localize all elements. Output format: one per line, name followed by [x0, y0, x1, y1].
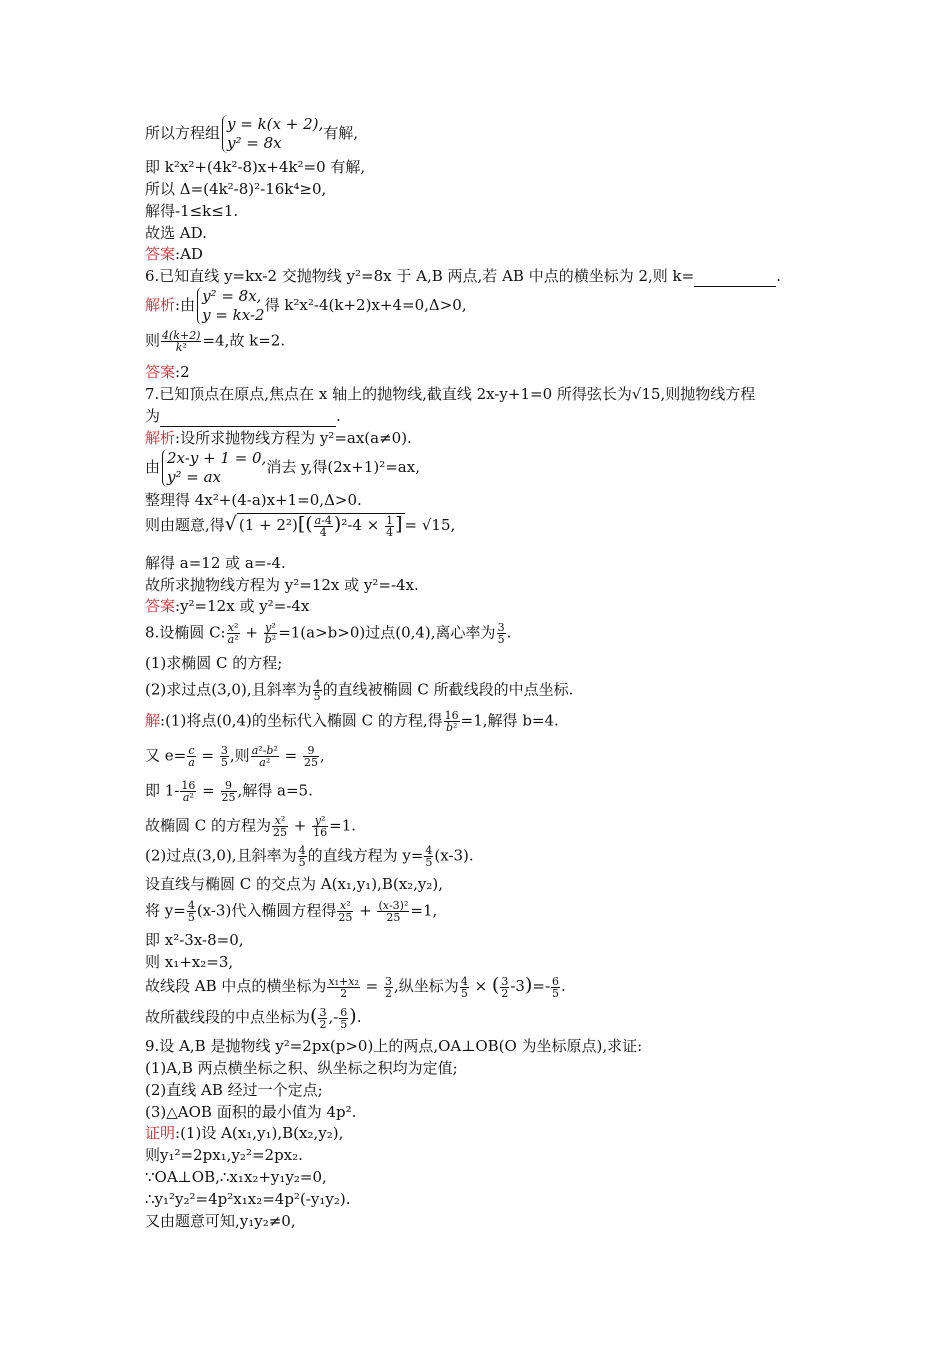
text: 6.已知直线 y=kx-2 交抛物线 y²=8x 于 A,B 两点,若 AB 中点的横坐标为 2,则 k=: [145, 267, 695, 285]
answer-blank: [160, 410, 336, 427]
text: 的直线被椭圆 C 所截线段的中点坐标.: [322, 680, 574, 699]
solution-label: 解: [145, 711, 161, 730]
text: :(1)将点(0,4)的坐标代入椭圆 C 的方程,得: [160, 711, 443, 730]
text-line: 故椭圆 C 的方程为 $\frac{\text{x²}}{25}$ + $\frac{\text{y²}}{16}$ =1.: [145, 814, 357, 839]
answer-blank: [694, 270, 776, 287]
equation-system: 2x-y + 1 = 0, y² = ax: [162, 449, 266, 487]
text: 8.设椭圆 C:: [145, 623, 226, 642]
text-line: 设直线与椭圆 C 的交点为 A(x₁,y₁),B(x₂,y₂),: [145, 875, 444, 893]
question-7-cont: 为 .: [145, 407, 341, 425]
answer-line: [145, 362, 190, 383]
text: 所以方程组: [145, 124, 221, 142]
text-line: 故所截线段的中点坐标为( $\frac{3}{2}$ ,- $\frac{6}{5}$ ).: [145, 1005, 362, 1031]
text-line: 解得-1≤k≤1.: [145, 202, 239, 220]
question-9-part2: (2)直线 AB 经过一个定点;: [145, 1081, 323, 1099]
text-line: 即 1- $\frac{16}{\text{a²}}$ = $\frac{9}{25}$ ,解得 a=5.: [145, 779, 313, 804]
text: =1,: [410, 901, 438, 920]
question-6: 6.已知直线 y=kx-2 交抛物线 y²=8x 于 A,B 两点,若 AB 中点的横坐标为 2,则 k= .: [145, 267, 781, 285]
text: 由: [145, 458, 161, 476]
text: =4,故 k=2.: [202, 331, 286, 350]
sqrt-body: (1 + 2²)[( $\frac{a-4}{4}$ )²-4 × $\frac{1}{4}$ ]: [238, 513, 403, 539]
analysis-line: [145, 287, 467, 325]
question-7: 7.已知顶点在原点,焦点在 x 轴上的抛物线,截直线 2x-y+1=0 所得弦长为√15,则抛物线方程: [145, 385, 756, 403]
text-line: 故所求抛物线方程为 y²=12x 或 y²=-4x.: [145, 576, 419, 594]
text: 即 1-: [145, 781, 180, 800]
equation-system: y² = 8x, y = kx-2: [197, 287, 264, 325]
text-line: 将 y= $\frac{4}{5}$ (x-3)代入椭圆方程得 $\frac{\text{x²}}{25}$ + $\frac{\text{(x-3)²}}{25}$ =1,: [145, 899, 438, 924]
text: :(1)设 A(x₁,y₁),B(x₂,y₂),: [175, 1124, 344, 1142]
question-8-part2: (2)求过点(3,0),且斜率为 $\frac{4}{5}$ 的直线被椭圆 C 所截线段的中点坐标.: [145, 678, 574, 703]
text: :2: [175, 363, 190, 381]
text-line: 即 k²x²+(4k²-8)x+4k²=0 有解,: [145, 158, 366, 176]
text: 则: [145, 331, 161, 350]
text-line: 解得 a=12 或 a=-4.: [145, 554, 286, 572]
question-9-part3: (3)△AOB 面积的最小值为 4p².: [145, 1103, 357, 1121]
analysis-line: [145, 428, 412, 449]
text: :AD: [175, 245, 203, 263]
text: =1.: [329, 816, 357, 835]
text: 有解,: [323, 124, 359, 142]
text: 又 e=: [145, 746, 187, 765]
text: =1(a>b>0)过点(0,4),离心率为: [278, 623, 496, 642]
text: (x-3).: [434, 846, 474, 865]
text: 故线段 AB 中点的横坐标为: [145, 977, 327, 995]
question-9: 9.设 A,B 是抛物线 y²=2px(p>0)上的两点,OA⊥OB(O 为坐标原点),求证:: [145, 1037, 643, 1055]
text: 则: [234, 746, 250, 765]
text-line: ∴y₁²y₂²=4p²x₁x₂=4p²(-y₁y₂).: [145, 1190, 351, 1208]
text: 消去 y,得(2x+1)²=ax,: [266, 458, 420, 476]
text: 为: [145, 407, 161, 425]
text-line: 所以 Δ=(4k²-8)²-16k⁴≥0,: [145, 180, 327, 198]
answer-label: 答案: [145, 597, 176, 615]
text: :y²=12x 或 y²=-4x: [175, 597, 310, 615]
text-line: [145, 514, 455, 538]
text-line: ∵OA⊥OB,∴x₁x₂+y₁y₂=0,: [145, 1168, 327, 1186]
text: 的直线方程为 y=: [307, 846, 424, 865]
text-line: [145, 449, 420, 487]
text-line: 故线段 AB 中点的横坐标为 $\frac{\text{x₁+x₂}}{2}$ = $\frac{3}{2}$ ,纵坐标为 $\frac{4}{5}$ × ( $\frac{3}{2}$ -3)=- $\frac{6}{5}$ .: [145, 974, 566, 1000]
text: 解得 a=5.: [242, 781, 313, 800]
proof-label: 证明: [145, 1124, 176, 1142]
text: 纵坐标为: [398, 977, 459, 995]
text: 故所截线段的中点坐标为: [145, 1008, 311, 1026]
sqrt-sign: √: [224, 513, 237, 535]
text-line: 即 x²-3x-8=0,: [145, 931, 244, 949]
answer-label: 答案: [145, 363, 176, 381]
text: (2)求过点(3,0),且斜率为: [145, 680, 312, 699]
text-line: (2)过点(3,0),且斜率为 $\frac{4}{5}$ 的直线方程为 y= $\frac{4}{5}$ (x-3).: [145, 844, 474, 869]
text: = √15,: [404, 516, 456, 534]
text: :由: [175, 296, 196, 314]
answer-label: 答案: [145, 245, 176, 263]
text-line: 整理得 4x²+(4-a)x+1=0,Δ>0.: [145, 491, 362, 509]
text: 得 k²x²-4(k+2)x+4=0,Δ>0,: [264, 296, 467, 314]
text: (x-3)代入椭圆方程得: [196, 901, 337, 920]
text-line: 则y₁²=2px₁,y₂²=2px₂.: [145, 1146, 303, 1164]
text: (2)过点(3,0),且斜率为: [145, 846, 297, 865]
text-line: [145, 330, 285, 353]
text: 故椭圆 C 的方程为: [145, 816, 272, 835]
text-line: 又 e= $\frac{c}{a}$ = $\frac{3}{5}$ ,则 $\frac{\text{a²-b²}}{\text{a²}}$ = $\frac{9}{25}$ ,: [145, 744, 325, 769]
question-8: 8.设椭圆 C: $\frac{\text{x²}}{\text{a²}}$ + $\frac{\text{y²}}{\text{b²}}$ =1(a>b>0)过点(0,4),离心率为 $\frac{3}{5}$ .: [145, 621, 512, 646]
text: 将 y=: [145, 901, 186, 920]
text-line: 故选 AD.: [145, 224, 207, 242]
text-line: [145, 115, 358, 153]
proof-line: [145, 1123, 343, 1144]
equation-system: y = k(x + 2), y² = 8x: [222, 115, 323, 153]
question-8-part1: (1)求椭圆 C 的方程;: [145, 654, 283, 672]
question-9-part1: (1)A,B 两点横坐标之积、纵坐标之积均为定值;: [145, 1059, 458, 1077]
text: :设所求抛物线方程为 y²=ax(a≠0).: [175, 429, 412, 447]
fraction: $\frac{4(k+2)}{\text{k²}}$: [162, 329, 201, 354]
text-line: 则 x₁+x₂=3,: [145, 953, 234, 971]
analysis-label: 解析: [145, 429, 176, 447]
answer-line: [145, 244, 203, 265]
text-line: 又由题意可知,y₁y₂≠0,: [145, 1212, 296, 1230]
answer-line: [145, 596, 309, 617]
solution-line: 解:(1)将点(0,4)的坐标代入椭圆 C 的方程,得 $\frac{16}{\text{b²}}$ =1,解得 b=4.: [145, 709, 559, 734]
analysis-label: 解析: [145, 296, 176, 314]
text: =1,解得 b=4.: [460, 711, 559, 730]
text: 则由题意,得: [145, 516, 225, 534]
